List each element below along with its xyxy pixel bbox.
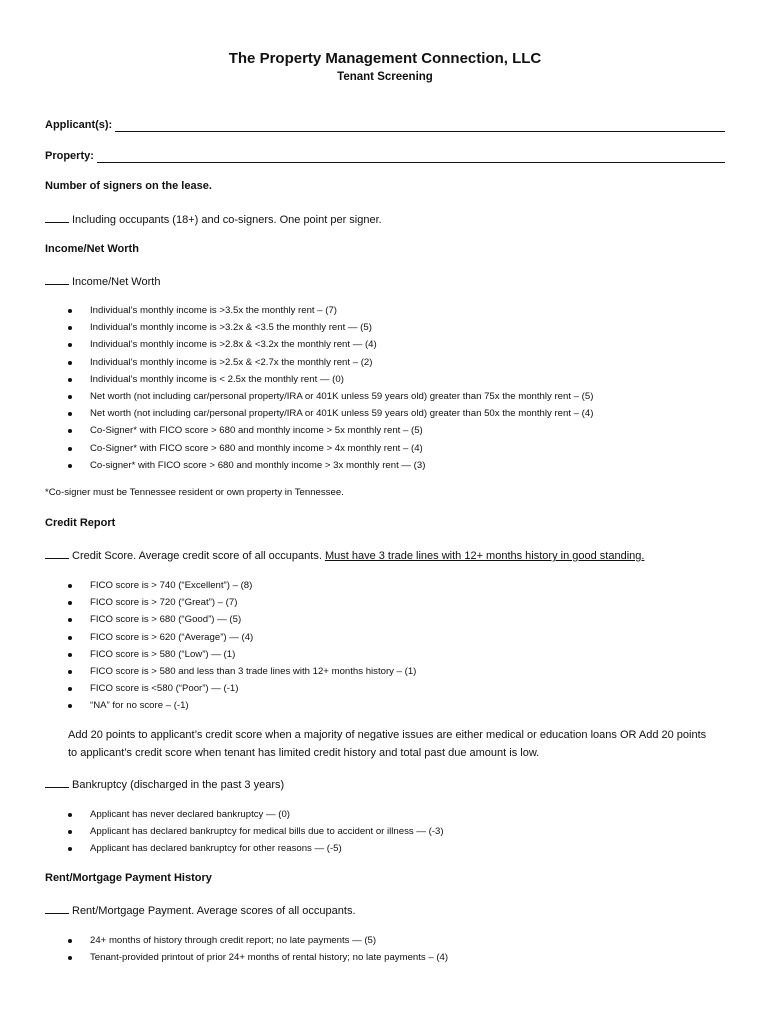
list-item: 24+ months of history through credit report; no late payments — (5) bbox=[68, 932, 448, 949]
bullet-icon bbox=[68, 601, 72, 605]
bullet-icon bbox=[68, 361, 72, 365]
credit-heading: Credit Report bbox=[45, 517, 116, 529]
property-label: Property: bbox=[45, 150, 94, 162]
income-criteria-list bbox=[68, 302, 593, 474]
bullet-icon bbox=[68, 343, 72, 347]
credit-line-text: Credit Score. Average credit score of all occupants. bbox=[72, 550, 325, 562]
signers-line bbox=[45, 212, 382, 226]
credit-requirement-text: Must have 3 trade lines with 12+ months history in good standing. bbox=[324, 550, 645, 562]
applicants-field[interactable] bbox=[45, 116, 725, 132]
list-item: Individual’s monthly income is >3.5x the monthly rent – (7) bbox=[68, 302, 593, 319]
list-item: FICO score is > 720 (“Great”) – (7) bbox=[68, 594, 416, 611]
credit-line bbox=[45, 548, 644, 562]
list-item: Applicant has declared bankruptcy for other reasons — (-5) bbox=[68, 840, 444, 857]
bullet-icon bbox=[68, 429, 72, 433]
list-item: Individual’s monthly income is >2.8x & <3.2x the monthly rent — (4) bbox=[68, 336, 593, 353]
signers-score-blank[interactable] bbox=[45, 212, 69, 223]
bullet-icon bbox=[68, 813, 72, 817]
bullet-icon bbox=[68, 584, 72, 588]
list-item: Co-Signer* with FICO score > 680 and monthly income > 4x monthly rent – (4) bbox=[68, 440, 593, 457]
applicants-label: Applicant(s): bbox=[45, 119, 113, 131]
bullet-icon bbox=[68, 326, 72, 330]
rent-score-blank[interactable] bbox=[45, 903, 69, 914]
list-item: Individual’s monthly income is >2.5x & <2.7x the monthly rent – (2) bbox=[68, 354, 593, 371]
bullet-icon bbox=[68, 687, 72, 691]
bullet-icon bbox=[68, 447, 72, 451]
bullet-icon bbox=[68, 704, 72, 708]
bullet-icon bbox=[68, 939, 72, 943]
document-title: The Property Management Connection, LLC bbox=[228, 50, 542, 67]
rent-line-text: Rent/Mortgage Payment. Average scores of all occupants. bbox=[72, 905, 356, 917]
bullet-icon bbox=[68, 395, 72, 399]
applicants-blank-line[interactable] bbox=[115, 119, 725, 132]
list-item: FICO score is > 680 (“Good”) — (5) bbox=[68, 611, 416, 628]
cosigner-note: *Co-signer must be Tennessee resident or own property in Tennessee. bbox=[45, 487, 344, 498]
list-item: FICO score is > 580 (“Low”) — (1) bbox=[68, 646, 416, 663]
list-item: Individual’s monthly income is >3.2x & <3.5 the monthly rent — (5) bbox=[68, 319, 593, 336]
income-line bbox=[45, 274, 160, 288]
bullet-icon bbox=[68, 309, 72, 313]
list-item: Tenant-provided printout of prior 24+ months of rental history; no late payments – (4) bbox=[68, 949, 448, 966]
list-item: Individual’s monthly income is < 2.5x the monthly rent — (0) bbox=[68, 371, 593, 388]
bullet-icon bbox=[68, 618, 72, 622]
list-item: FICO score is > 740 (“Excellent”) – (8) bbox=[68, 577, 416, 594]
property-blank-line[interactable] bbox=[97, 150, 725, 163]
bullet-icon bbox=[68, 636, 72, 640]
bullet-icon bbox=[68, 956, 72, 960]
list-item: FICO score is <580 (“Poor”) — (-1) bbox=[68, 680, 416, 697]
bullet-icon bbox=[68, 830, 72, 834]
list-item: Net worth (not including car/personal property/IRA or 401K unless 59 years old) greater than 75x the monthly rent – (5) bbox=[68, 388, 593, 405]
list-item: “NA” for no score – (-1) bbox=[68, 697, 416, 714]
bullet-icon bbox=[68, 847, 72, 851]
list-item: Applicant has never declared bankruptcy — (0) bbox=[68, 806, 444, 823]
bullet-icon bbox=[68, 670, 72, 674]
document-subtitle: Tenant Screening bbox=[337, 71, 433, 83]
income-score-blank[interactable] bbox=[45, 274, 69, 285]
bullet-icon bbox=[68, 412, 72, 416]
rent-line bbox=[45, 903, 356, 917]
bullet-icon bbox=[68, 378, 72, 382]
bullet-icon bbox=[68, 464, 72, 468]
credit-adjustment-paragraph: Add 20 points to applicant’s credit score when a majority of negative issues are either medical or education loans OR Add 20 points to applicant’s credit score when tenant has limited credit history and total past due amount is low. bbox=[68, 729, 707, 759]
credit-criteria-list bbox=[68, 577, 416, 715]
list-item: Applicant has declared bankruptcy for medical bills due to accident or illness — (-3) bbox=[68, 823, 444, 840]
income-heading: Income/Net Worth bbox=[45, 243, 139, 255]
rent-heading: Rent/Mortgage Payment History bbox=[45, 872, 212, 884]
list-item: FICO score is > 580 and less than 3 trade lines with 12+ months history – (1) bbox=[68, 663, 416, 680]
property-field[interactable] bbox=[45, 147, 725, 163]
signers-line-text: Including occupants (18+) and co-signers. One point per signer. bbox=[72, 214, 382, 226]
bankruptcy-criteria-list bbox=[68, 806, 444, 858]
list-item: Net worth (not including car/personal property/IRA or 401K unless 59 years old) greater than 50x the monthly rent – (4) bbox=[68, 405, 593, 422]
rent-criteria-list bbox=[68, 932, 448, 966]
bankruptcy-score-blank[interactable] bbox=[45, 777, 69, 788]
signers-heading: Number of signers on the lease. bbox=[45, 180, 212, 192]
bankruptcy-line-text: Bankruptcy (discharged in the past 3 years) bbox=[72, 779, 285, 791]
list-item: FICO score is > 620 (“Average”) — (4) bbox=[68, 629, 416, 646]
bankruptcy-line bbox=[45, 777, 284, 791]
income-line-text: Income/Net Worth bbox=[72, 276, 161, 288]
bullet-icon bbox=[68, 653, 72, 657]
list-item: Co-Signer* with FICO score > 680 and monthly income > 5x monthly rent – (5) bbox=[68, 422, 593, 439]
list-item: Co-signer* with FICO score > 680 and monthly income > 3x monthly rent — (3) bbox=[68, 457, 593, 474]
credit-score-blank[interactable] bbox=[45, 548, 69, 559]
